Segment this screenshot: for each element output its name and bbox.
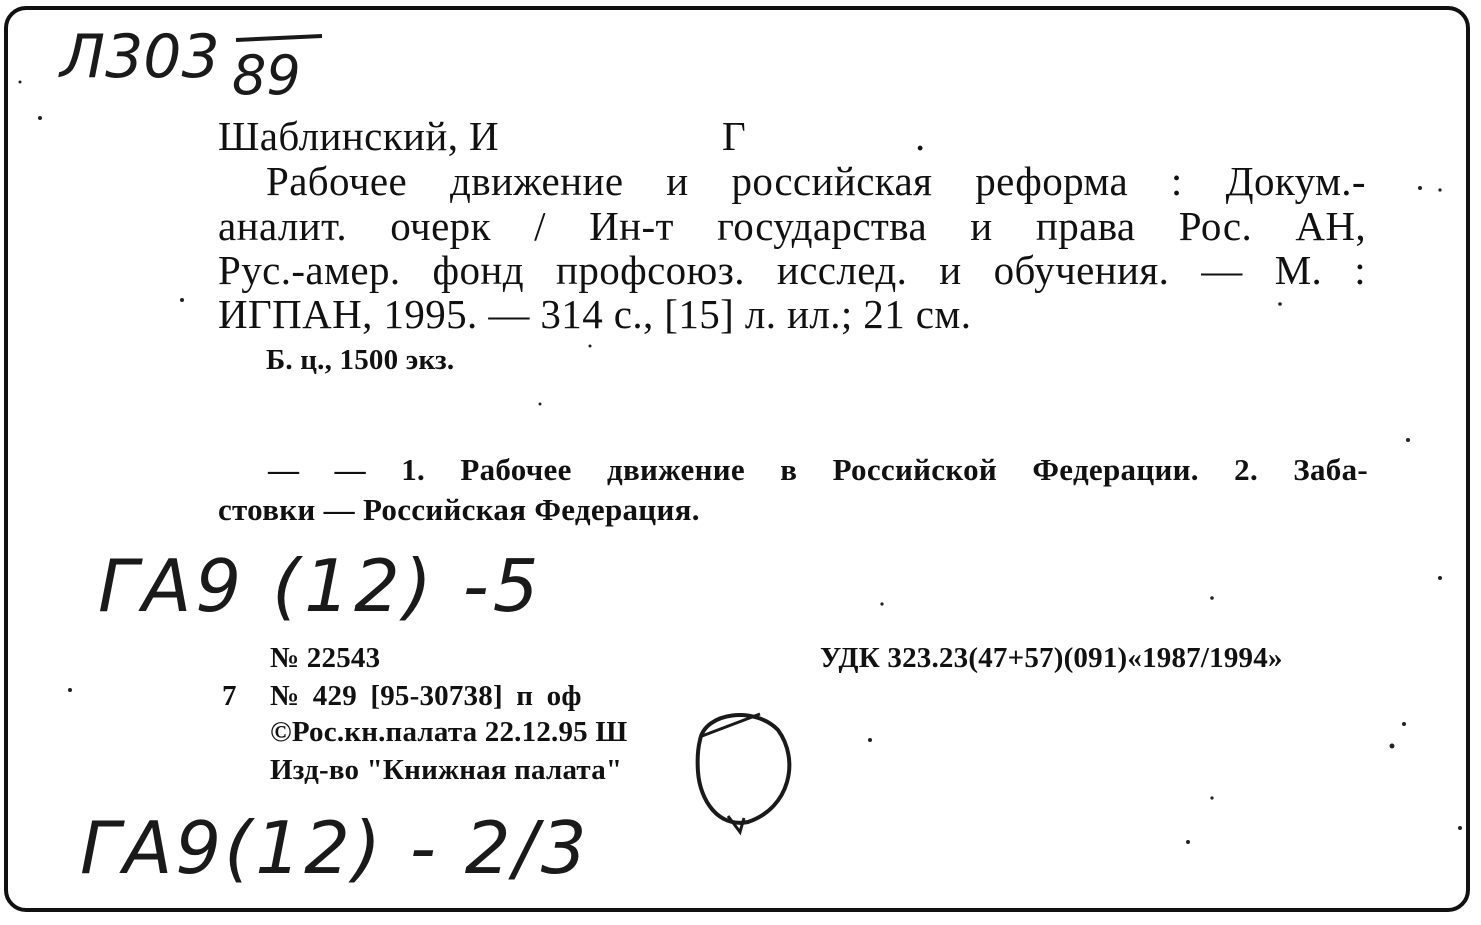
price-and-print-run: Б. ц., 1500 экз. xyxy=(266,344,455,376)
description-line-1: Рабочее движение и российская реформа : Докум.- xyxy=(266,158,1366,204)
author-surname: Шаблинский, И xyxy=(218,113,500,159)
description-line-3: Рус.-амер. фонд профсоюз. исслед. и обучения. — М. : xyxy=(218,247,1366,293)
handwritten-accession-number: Л303 xyxy=(60,22,220,92)
udc-code: УДК 323.23(47+57)(091)«1987/1994» xyxy=(820,642,1283,674)
description-line-2: аналит. очерк / Ин-т государства и права Рос. АН, xyxy=(218,203,1366,249)
handwritten-shelfmark-1: ГА9 (12) -5 xyxy=(98,544,543,628)
card-number: № 22543 xyxy=(270,642,381,674)
author-initial: Г xyxy=(722,113,747,159)
copyright-line: ©Рос.кн.палата 22.12.95 Ш xyxy=(270,716,628,748)
publisher-line: Изд-во "Книжная палата" xyxy=(270,754,623,786)
card-index-seven: 7 xyxy=(222,680,237,712)
handwritten-shelfmark-2: ГА9(12) - 2/3 xyxy=(80,806,590,890)
subject-line-1: — — 1. Рабочее движение в Российской Федерации. 2. Заба- xyxy=(268,452,1368,487)
order-number: № 429 [95-30738] п оф xyxy=(270,680,582,712)
description-line-4: ИГПАН, 1995. — 314 с., [15] л. ил.; 21 см. xyxy=(218,291,972,337)
handwritten-accession-year: 89 xyxy=(232,44,301,107)
subject-line-2: стовки — Российская Федерация. xyxy=(218,492,700,527)
author-dot: . xyxy=(915,113,926,159)
